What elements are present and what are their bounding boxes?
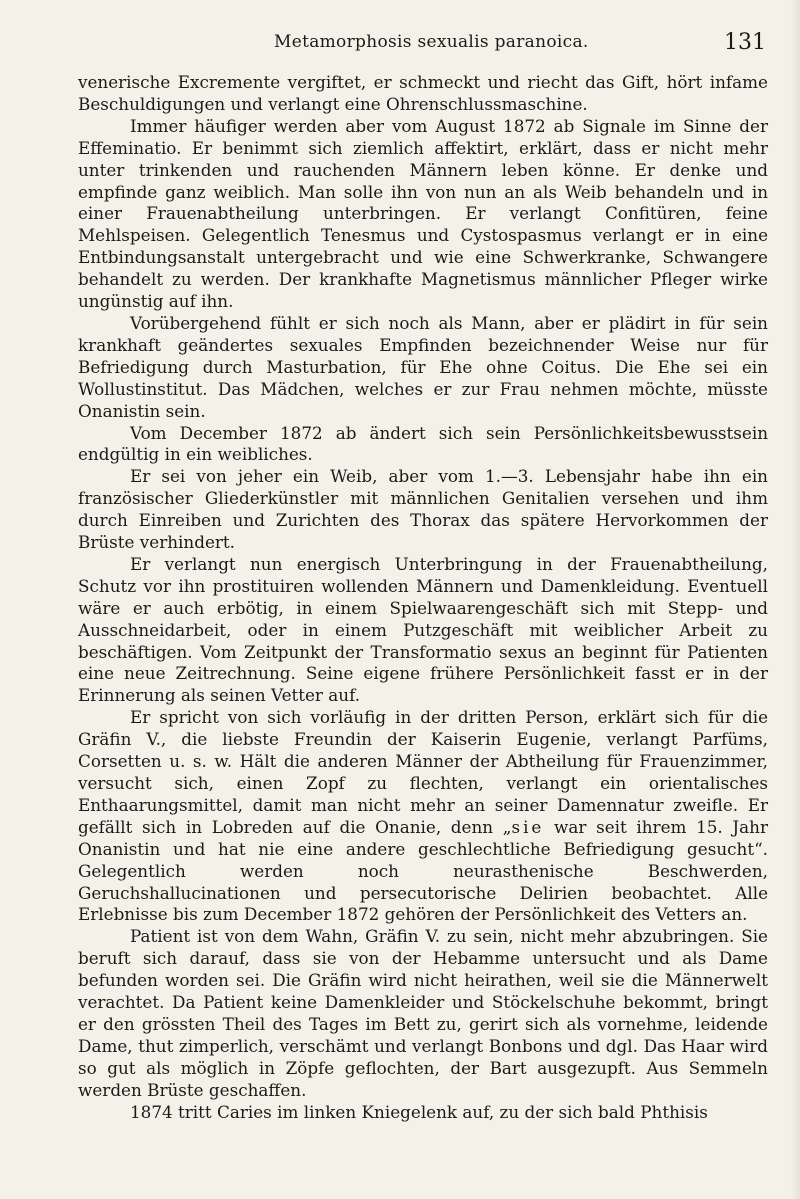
paragraph: Er sei von jeher ein Weib, aber vom 1.—3. Lebensjahr habe ihn ein französischer Gliederkünstler mit männlichen Genitalien versehen und ihm durch Einreiben und Zurichten des Thorax das spätere Hervorkommen der Brüste verhindert. [78,466,768,553]
paragraph: Er verlangt nun energisch Unterbringung in der Frauenabtheilung, Schutz vor ihn prostituiren wollenden Männern und Damenkleidung. Eventuell wäre er auch erbötig, in einem Spielwaarengeschäft sich mit Stepp- und Ausschneidarbeit, oder in einem Putzgeschäft mit weiblicher Arbeit zu beschäftigen. Vom Zeitpunkt der Transformatio sexus an beginnt für Patienten eine neue Zeitrechnung. Seine eigene frühere Persönlichkeit fasst er in der Erinnerung als seinen Vetter auf. [78,553,768,706]
paragraph-text: war seit ihrem 15. Jahr Onanistin und hat nie eine andere geschlechtliche Befriedigung gesucht“. Gelegentlich werden noch neurasthenische Beschwerden, Geruchshallucinationen und persecutorische Delirien beobachtet. Alle Erlebnisse bis zum December 1872 gehören der Persönlichkeit des Vetters an. [78,816,768,925]
page-header [78,30,768,60]
page-edge-shadow [790,0,800,1199]
paragraph-text: Er spricht von sich vorläufig in der dritten Person, erklärt sich für die Gräfin V., die liebste Freundin der Kaiserin Eugenie, verlangt Parfüms, Corsetten u. s. w. Hält die anderen Männer der Abtheilung für Frauenzimmer, versucht sich, einen Zopf zu flechten, verlangt ein orientalisches Enthaarungsmittel, damit man nicht mehr an seiner Damennatur zweifle. Er gefällt sich in Lobreden auf die Onanie, denn „ [78,707,768,837]
paragraph: venerische Excremente vergiftet, er schmeckt und riecht das Gift, hört infame Beschuldigungen und verlangt eine Ohrenschlussmaschine. [78,72,768,114]
paragraph: Vom December 1872 ab ändert sich sein Persönlichkeitsbewusstsein endgültig in ein weibliches. [78,422,768,465]
spaced-emphasis: sie [511,816,545,837]
paragraph: 1874 tritt Caries im linken Kniegelenk auf, zu der sich bald Phthisis [130,1101,708,1122]
page-number: 131 [724,30,766,55]
running-title: Metamorphosis sexualis paranoica. [274,32,589,52]
paragraph: Immer häufiger werden aber vom August 1872 ab Signale im Sinne der Effeminatio. Er benimmt sich ziemlich affektirt, erklärt, dass er nicht mehr unter trinkenden und rauchenden Männern leben könne. Er denke und empfinde ganz weiblich. Man solle ihn von nun an als Weib behandeln und in einer Frauenabtheilung unterbringen. Er verlangt Confitüren, feine Mehlspeisen. Gelegentlich Tenesmus und Cystospasmus verlangt er in eine Entbindungsanstalt untergebracht und wie eine Schwerkranke, Schwangere behandelt zu werden. Der krankhafte Magnetismus männlicher Pfleger wirke ungünstig auf ihn. [78,115,768,312]
paragraph [78,707,768,926]
body-text [78,72,768,1124]
paragraph: Patient ist von dem Wahn, Gräfin V. zu sein, nicht mehr abzubringen. Sie beruft sich darauf, dass sie von der Hebamme untersucht und als Dame befunden worden sei. Die Gräfin wird nicht heirathen, weil sie die Männerwelt verachtet. Da Patient keine Damenkleider und Stöckelschuhe bekommt, bringt er den grössten Theil des Tages im Bett zu, gerirt sich als vornehme, leidende Dame, thut zimperlich, verschämt und verlangt Bonbons und dgl. Das Haar wird so gut als möglich in Zöpfe geflochten, der Bart ausgezupft. Aus Semmeln werden Brüste geschaffen. [78,926,768,1100]
paragraph: Vorübergehend fühlt er sich noch als Mann, aber er plädirt in für sein krankhaft geändertes sexuales Empfinden bezeichnender Weise nur für Befriedigung durch Masturbation, für Ehe ohne Coitus. Die Ehe sei ein Wollustinstitut. Das Mädchen, welches er zur Frau nehmen möchte, müsste Onanistin sein. [78,312,768,421]
